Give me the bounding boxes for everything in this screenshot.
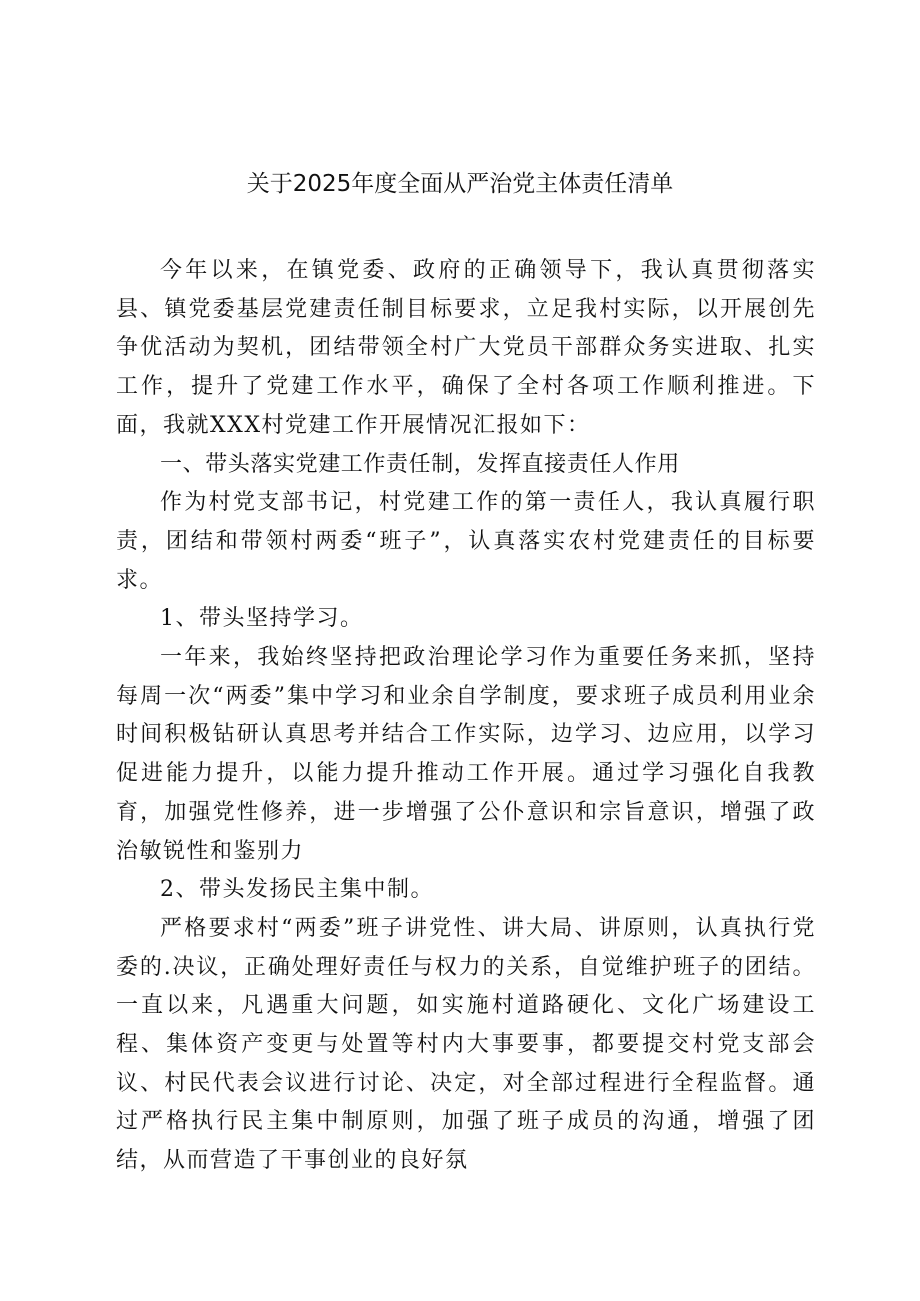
subheading-1: 1、带头坚持学习。 (160, 606, 364, 632)
subheading-2: 2、带头发扬民主集中制。 (160, 877, 434, 903)
section-heading-1: 一、带头落实党建工作责任制，发挥直接责任人作用 (160, 451, 680, 477)
body-paragraph: 作为村党支部书记，村党建工作的第一责任人，我认真履行职责，团结和带领村两委“班子”，认真落实农村党建责任的目标要求。 (116, 490, 816, 593)
body-paragraph: 一年来，我始终坚持把政治理论学习作为重要任务来抓，坚持每周一次“两委”集中学习和业余自学制度，要求班子成员利用业余时间积极钻研认真思考并结合工作实际，边学习、边应用，以学习促进能力提升，以能力提升推动工作开展。通过学习强化自我教育，加强党性修养，进一步增强了公仆意识和宗旨意识，增强了政治敏锐性和鉴别力 (116, 645, 816, 864)
document-title: 关于2025年度全面从严治党主体责任清单 (246, 171, 674, 197)
document-body (116, 252, 816, 1181)
body-paragraph: 严格要求村“两委”班子讲党性、讲大局、讲原则，认真执行党委的.决议，正确处理好责任与权力的关系，自觉维护班子的团结。一直以来，凡遇重大问题，如实施村道路硬化、文化广场建设工程、集体资产变更与处置等村内大事要事，都要提交村党支部会议、村民代表会议进行讨论、决定，对全部过程进行全程监督。通过严格执行民主集中制原则，加强了班子成员的沟通，增强了团结，从而营造了干事创业的良好氛 (116, 915, 816, 1174)
intro-paragraph: 今年以来，在镇党委、政府的正确领导下，我认真贯彻落实县、镇党委基层党建责任制目标要求，立足我村实际，以开展创先争优活动为契机，团结带领全村广大党员干部群众务实进取、扎实工作，提升了党建工作水平，确保了全村各项工作顺利推进。下面，我就XXX村党建工作开展情况汇报如下： (116, 258, 816, 438)
